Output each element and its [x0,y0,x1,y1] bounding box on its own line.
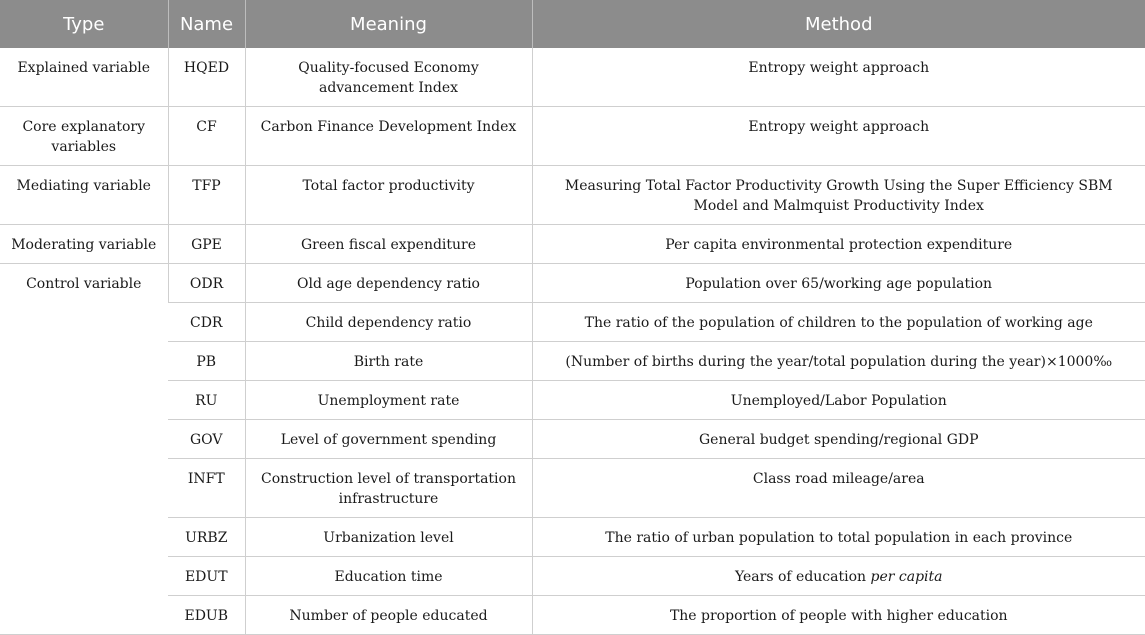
meaning-cell: Child dependency ratio [245,303,532,342]
table-row [0,48,1145,107]
table-row [0,303,1145,342]
method-italic-text: per capita [870,569,943,585]
table-row [0,518,1145,557]
meaning-cell: Quality-focused Economy advancement Index [245,48,532,107]
name-cell: CF [168,107,245,166]
type-cell: Explained variable [0,48,168,107]
header-name: Name [168,0,245,48]
name-cell: EDUB [168,596,245,635]
name-cell: TFP [168,166,245,225]
meaning-cell: Carbon Finance Development Index [245,107,532,166]
name-cell: RU [168,381,245,420]
table-row [0,342,1145,381]
table-row [0,557,1145,596]
name-cell: HQED [168,48,245,107]
table-row [0,166,1145,225]
method-cell: The ratio of the population of children to the population of working age [532,303,1145,342]
meaning-cell: Number of people educated [245,596,532,635]
method-cell: Entropy weight approach [532,48,1145,107]
method-cell: Measuring Total Factor Productivity Growth Using the Super Efficiency SBM Model and Malmquist Productivity Index [532,166,1145,225]
name-cell: GPE [168,225,245,264]
type-cell: Moderating variable [0,225,168,264]
method-cell: Class road mileage/area [532,459,1145,518]
header-row [0,0,1145,48]
table-row [0,107,1145,166]
table-header [0,0,1145,48]
name-cell: PB [168,342,245,381]
meaning-cell: Total factor productivity [245,166,532,225]
meaning-cell: Green fiscal expenditure [245,225,532,264]
header-type: Type [0,0,168,48]
method-cell: (Number of births during the year/total population during the year)×1000‰ [532,342,1145,381]
name-cell: EDUT [168,557,245,596]
type-cell: Core explanatory variables [0,107,168,166]
method-text: Years of education [735,569,871,585]
name-cell: GOV [168,420,245,459]
name-cell: INFT [168,459,245,518]
meaning-cell: Unemployment rate [245,381,532,420]
method-cell: Population over 65/working age population [532,264,1145,303]
name-cell: CDR [168,303,245,342]
header-method: Method [532,0,1145,48]
table-row [0,596,1145,635]
method-cell: The proportion of people with higher education [532,596,1145,635]
method-cell: The ratio of urban population to total population in each province [532,518,1145,557]
method-cell: General budget spending/regional GDP [532,420,1145,459]
table-row [0,264,1145,303]
method-cell: Unemployed/Labor Population [532,381,1145,420]
table-row [0,459,1145,518]
meaning-cell: Level of government spending [245,420,532,459]
table-row [0,381,1145,420]
meaning-cell: Construction level of transportation infrastructure [245,459,532,518]
table-body [0,48,1145,635]
method-cell: Per capita environmental protection expenditure [532,225,1145,264]
method-cell [532,557,1145,596]
type-cell: Mediating variable [0,166,168,225]
type-cell-control: Control variable [0,264,168,635]
table-row [0,225,1145,264]
meaning-cell: Old age dependency ratio [245,264,532,303]
name-cell: ODR [168,264,245,303]
name-cell: URBZ [168,518,245,557]
method-cell: Entropy weight approach [532,107,1145,166]
meaning-cell: Birth rate [245,342,532,381]
table-row [0,420,1145,459]
meaning-cell: Education time [245,557,532,596]
header-meaning: Meaning [245,0,532,48]
meaning-cell: Urbanization level [245,518,532,557]
